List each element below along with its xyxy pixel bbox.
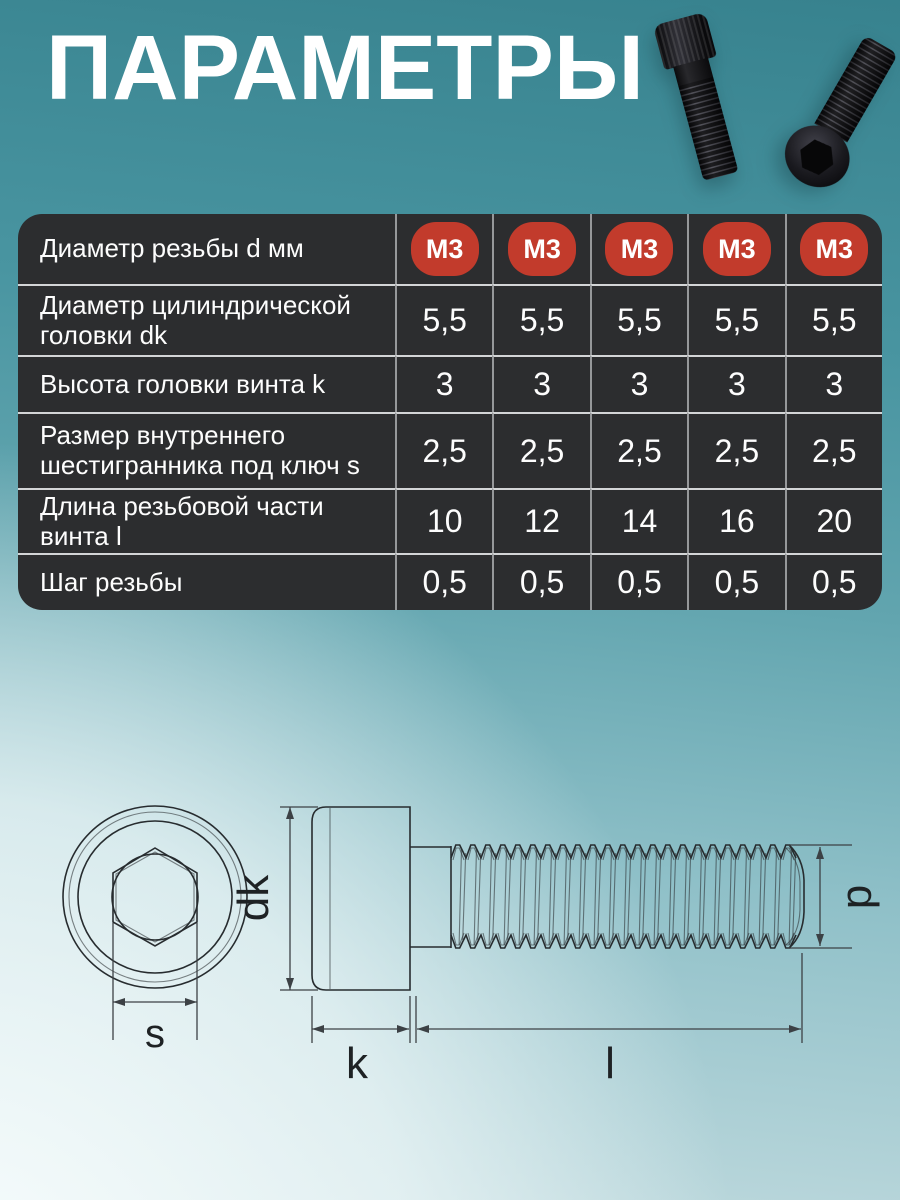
table-cell: 3 [395, 355, 492, 412]
table-cell: 3 [687, 355, 784, 412]
table-cell: 5,5 [492, 284, 589, 355]
table-cell: 2,5 [687, 412, 784, 488]
row-label-hex-size: Размер внутреннего шестигранника под ключ s [18, 412, 395, 488]
table-cell: 3 [492, 355, 589, 412]
table-cell [395, 214, 492, 284]
m3-badge: М3 [800, 222, 868, 276]
screw-threaded-shaft [673, 58, 738, 181]
page-title: ПАРАМЕТРЫ [46, 17, 644, 119]
hex-socket-hole [794, 136, 839, 179]
table-cell: 2,5 [785, 412, 882, 488]
dimension-d [788, 845, 887, 948]
m3-badge: М3 [703, 222, 771, 276]
screw-threaded-shaft [814, 35, 898, 142]
head-outline [312, 807, 410, 990]
table-cell [785, 214, 882, 284]
table-cell: 2,5 [395, 412, 492, 488]
table-cell: 20 [785, 488, 882, 553]
table-cell: 14 [590, 488, 687, 553]
screw-dimension-diagram [0, 740, 900, 1140]
table-cell: 10 [395, 488, 492, 553]
dimension-dk [229, 807, 318, 990]
m3-badge: М3 [411, 222, 479, 276]
row-label-thread-pitch: Шаг резьбы [18, 553, 395, 610]
table-cell [492, 214, 589, 284]
table-cell: 16 [687, 488, 784, 553]
dim-label-k: k [346, 1039, 368, 1088]
table-cell: 0,5 [687, 553, 784, 610]
row-label-head-diameter: Диаметр цилиндрической головки dk [18, 284, 395, 355]
table-cell [590, 214, 687, 284]
screws-photo [644, 16, 892, 194]
side-view [312, 807, 451, 990]
table-cell: 0,5 [590, 553, 687, 610]
parameters-table [18, 214, 882, 610]
table-cell: 3 [590, 355, 687, 412]
table-cell: 0,5 [395, 553, 492, 610]
table-cell: 5,5 [785, 284, 882, 355]
technical-drawing [0, 740, 900, 1140]
dimension-s [113, 923, 197, 1056]
row-label-thread-diameter: Диаметр резьбы d мм [40, 233, 304, 264]
dim-label-s: s [145, 1012, 165, 1056]
hex-socket-outline [113, 848, 197, 946]
table-cell: 2,5 [590, 412, 687, 488]
dim-label-l: l [605, 1039, 615, 1088]
m3-badge: М3 [508, 222, 576, 276]
table-cell: 5,5 [395, 284, 492, 355]
table-cell: 5,5 [590, 284, 687, 355]
table-cell: 5,5 [687, 284, 784, 355]
row-label-thread-length: Длина резьбовой части винта l [18, 488, 395, 553]
table-cell: 0,5 [492, 553, 589, 610]
dim-label-dk: dk [229, 874, 278, 922]
thread-profile [451, 845, 796, 948]
dim-label-d: d [838, 884, 887, 910]
table-cell: 12 [492, 488, 589, 553]
table-cell: 3 [785, 355, 882, 412]
screw-side-view-photo [652, 12, 748, 184]
dimension-l [416, 953, 802, 1088]
front-view [63, 806, 247, 988]
table-cell [687, 214, 784, 284]
screw-socket-view-photo [771, 27, 900, 201]
table-cell: 0,5 [785, 553, 882, 610]
table-cell: 2,5 [492, 412, 589, 488]
m3-badge: М3 [605, 222, 673, 276]
dimension-k [312, 996, 410, 1088]
row-label-head-height: Высота головки винта k [18, 355, 395, 412]
